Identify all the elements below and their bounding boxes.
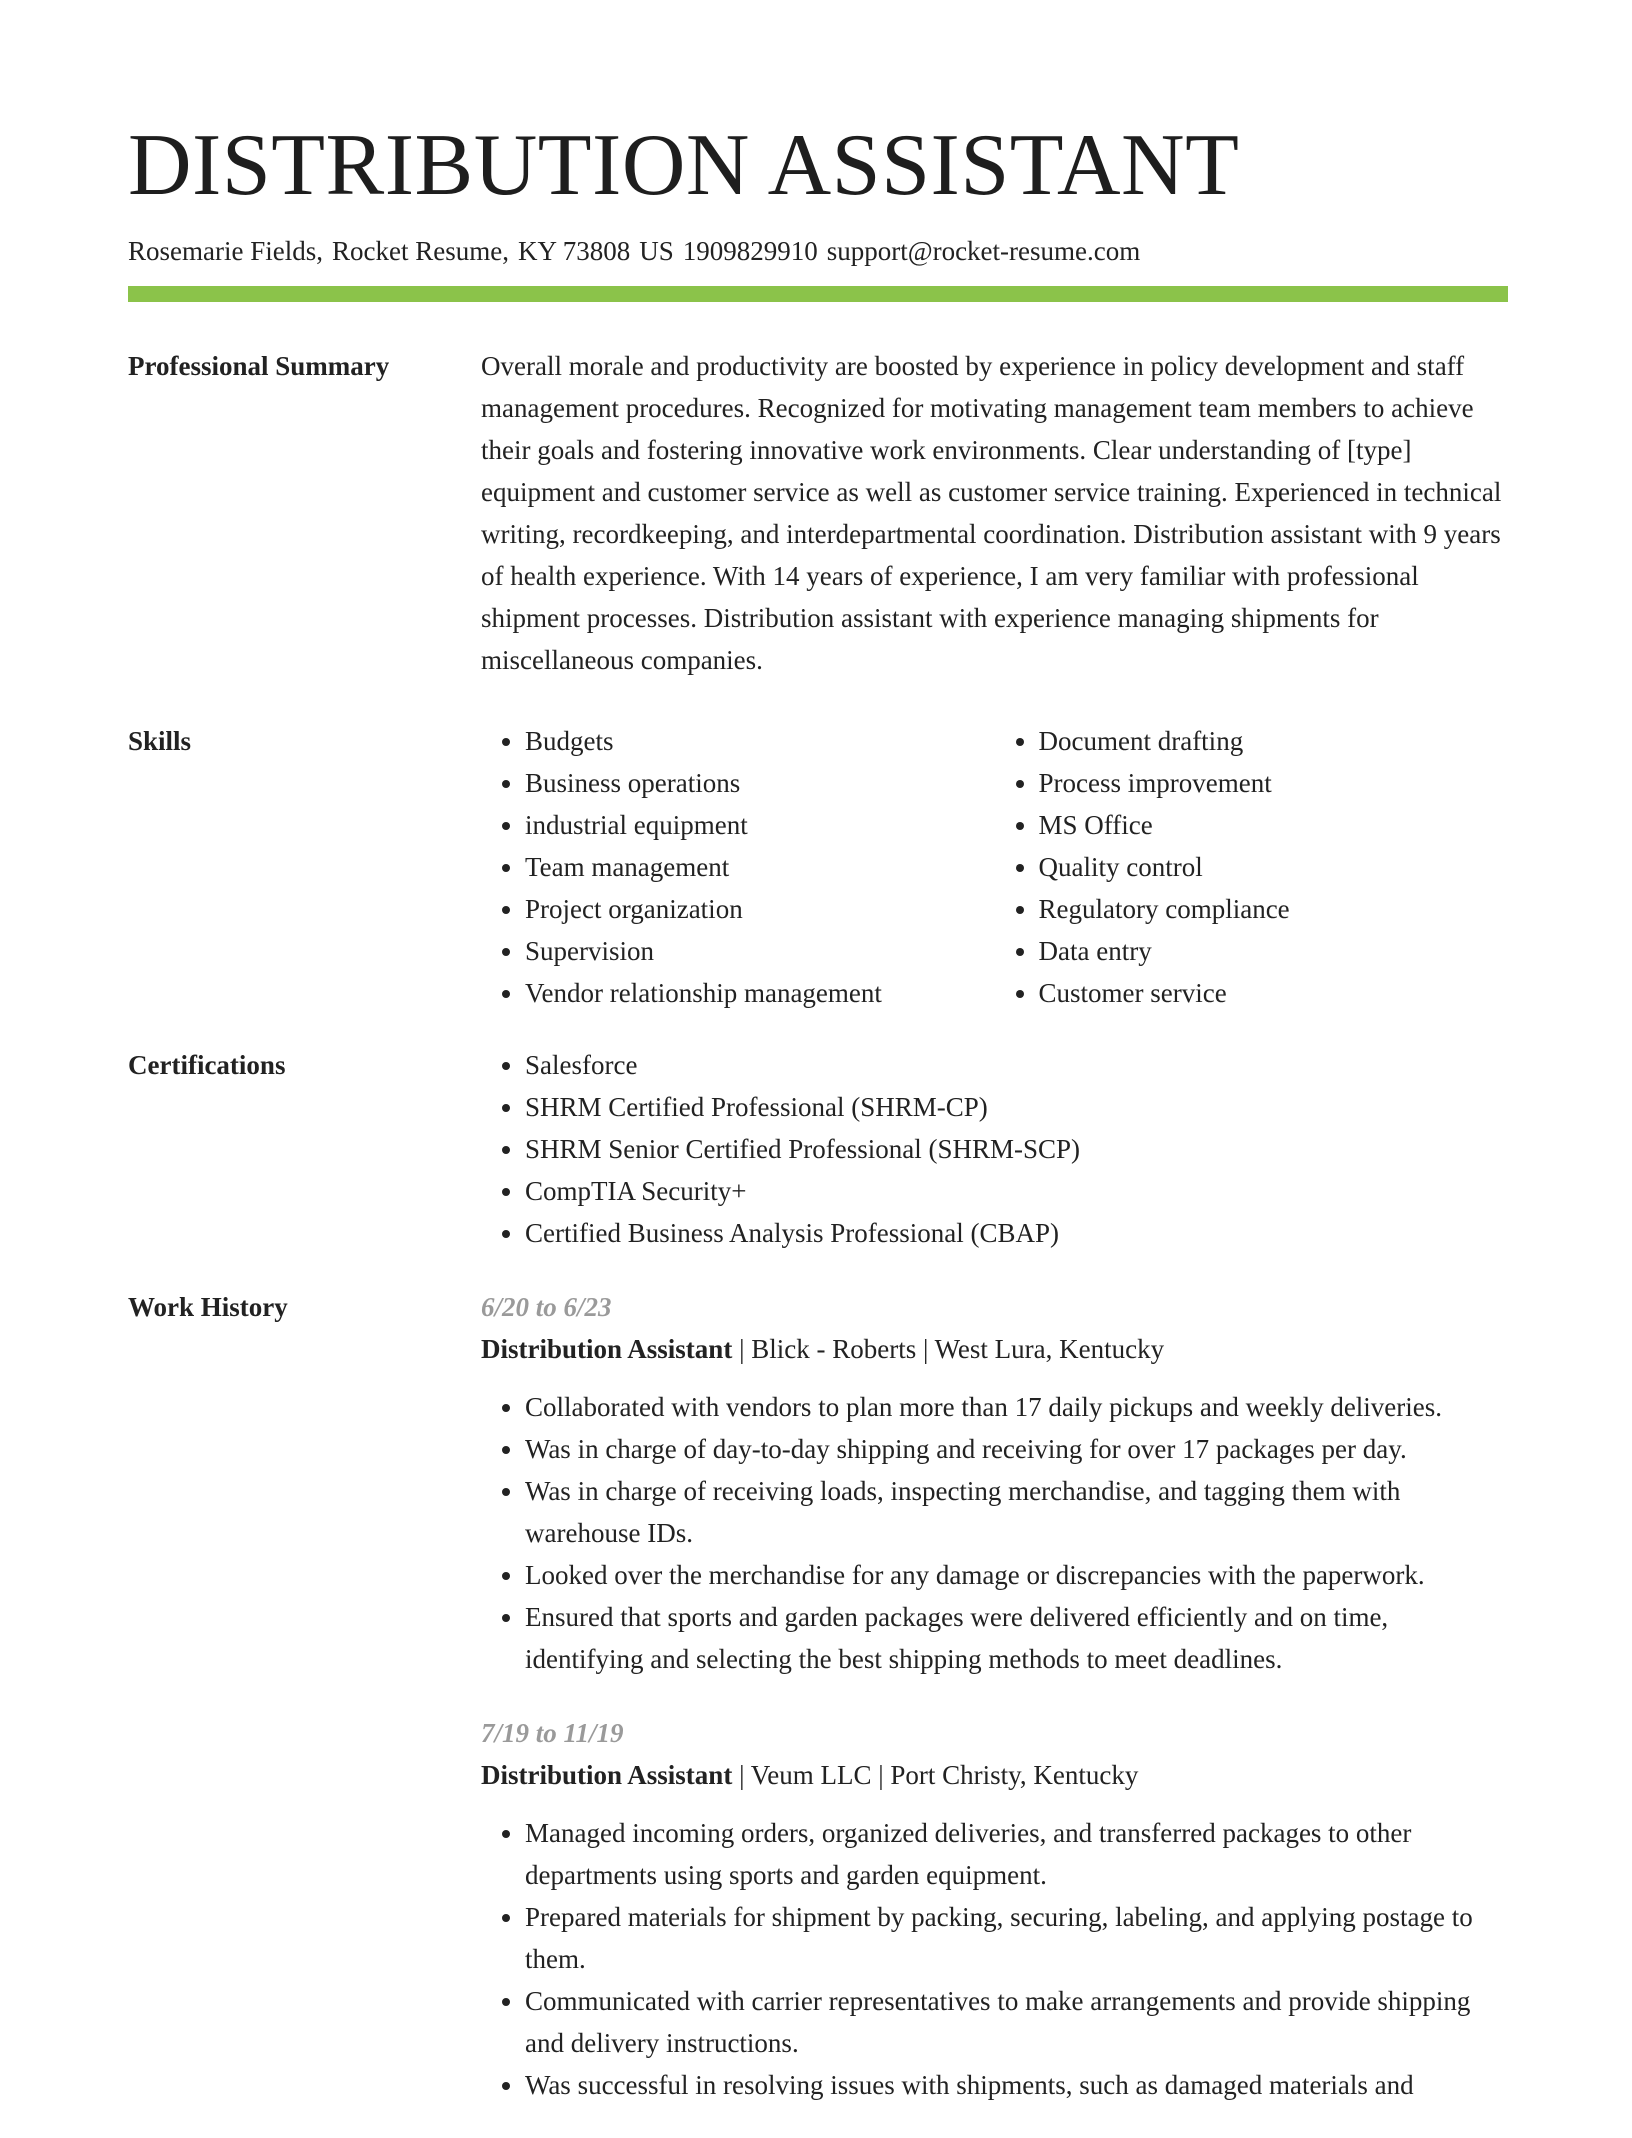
summary-body: [481, 345, 1508, 681]
job-role: Distribution Assistant: [481, 1334, 733, 1364]
skills-list-right: [995, 720, 1509, 1014]
skills-list-left: [481, 720, 995, 1014]
skill-item: • Team management: [525, 846, 995, 888]
job-bullets: [481, 1386, 1508, 1680]
job-bullet: • Was in charge of day-to-day shipping and receiving for over 17 packages per day.: [525, 1428, 1508, 1470]
work-history-body: [481, 1286, 1508, 2138]
contact-name: Rosemarie Fields,: [128, 236, 323, 266]
contact-email: support@rocket-resume.com: [826, 236, 1141, 266]
skill-item: • Customer service: [1039, 972, 1509, 1014]
job-employer-location: | Veum LLC | Port Christy, Kentucky: [732, 1760, 1139, 1790]
contact-line: [128, 233, 1140, 269]
job-entry: [481, 1712, 1508, 2106]
resume-title: DISTRIBUTION ASSISTANT: [128, 117, 1240, 214]
skill-item: • Vendor relationship management: [525, 972, 995, 1014]
certification-item: • Salesforce: [525, 1044, 1508, 1086]
certifications-list: [481, 1044, 1508, 1254]
certifications-body: [481, 1044, 1508, 1254]
job-bullet: • Ensured that sports and garden packages were delivered efficiently and on time, identifying and selecting the best shipping methods to meet deadlines.: [525, 1596, 1508, 1680]
skill-item: • Document drafting: [1039, 720, 1509, 762]
summary-heading: Professional Summary: [128, 351, 390, 381]
certification-item: • SHRM Senior Certified Professional (SHRM-SCP): [525, 1128, 1508, 1170]
contact-city: Rocket Resume,: [331, 236, 509, 266]
work-history-heading: Work History: [128, 1292, 288, 1322]
contact-country: US: [639, 236, 674, 266]
job-bullet: • Communicated with carrier representatives to make arrangements and provide shipping and delivery instructions.: [525, 1980, 1508, 2064]
certification-item: • CompTIA Security+: [525, 1170, 1508, 1212]
job-dates: 6/20 to 6/23: [481, 1292, 612, 1322]
skills-body: [481, 720, 1508, 1014]
skill-item: • Supervision: [525, 930, 995, 972]
skill-item: • Regulatory compliance: [1039, 888, 1509, 930]
summary-text: Overall morale and productivity are boosted by experience in policy development and staff management procedures. Recognized for motivating management team members to achieve their goals and fostering innovative work environments. Clear understanding of [type] equipment and customer service as well as customer service training. Experienced in technical writing, recordkeeping, and interdepartmental coordination. Distribution assistant with 9 years of health experience. With 14 years of experience, I am very familiar with professional shipment processes. Distribution assistant with experience managing shipments for miscellaneous companies.: [481, 351, 1502, 675]
certifications-heading: Certifications: [128, 1050, 286, 1080]
certification-item: • SHRM Certified Professional (SHRM-CP): [525, 1086, 1508, 1128]
job-title-line: [481, 1328, 1508, 1370]
job-bullet: • Collaborated with vendors to plan more than 17 daily pickups and weekly deliveries.: [525, 1386, 1508, 1428]
skill-item: • industrial equipment: [525, 804, 995, 846]
skill-item: • Data entry: [1039, 930, 1509, 972]
certification-item: • Certified Business Analysis Professional (CBAP): [525, 1212, 1508, 1254]
contact-phone: 1909829910: [682, 236, 818, 266]
header-divider: [128, 286, 1508, 302]
skill-item: • Budgets: [525, 720, 995, 762]
job-bullet: • Prepared materials for shipment by packing, securing, labeling, and applying postage to them.: [525, 1896, 1508, 1980]
skill-item: • Quality control: [1039, 846, 1509, 888]
job-bullet: • Managed incoming orders, organized deliveries, and transferred packages to other departments using sports and garden equipment.: [525, 1812, 1508, 1896]
skill-item: • Project organization: [525, 888, 995, 930]
job-bullets: [481, 1812, 1508, 2106]
skill-item: • Business operations: [525, 762, 995, 804]
job-bullet: • Looked over the merchandise for any damage or discrepancies with the paperwork.: [525, 1554, 1508, 1596]
job-bullet: • Was successful in resolving issues with shipments, such as damaged materials and: [525, 2064, 1508, 2106]
contact-state-zip: KY 73808: [517, 236, 631, 266]
job-entry: [481, 1286, 1508, 1680]
job-bullet: • Was in charge of receiving loads, inspecting merchandise, and tagging them with warehouse IDs.: [525, 1470, 1508, 1554]
job-role: Distribution Assistant: [481, 1760, 733, 1790]
job-employer-location: | Blick - Roberts | West Lura, Kentucky: [732, 1334, 1165, 1364]
job-dates: 7/19 to 11/19: [481, 1718, 624, 1748]
job-title-line: [481, 1754, 1508, 1796]
skill-item: • Process improvement: [1039, 762, 1509, 804]
skills-heading: Skills: [128, 726, 192, 756]
skill-item: • MS Office: [1039, 804, 1509, 846]
